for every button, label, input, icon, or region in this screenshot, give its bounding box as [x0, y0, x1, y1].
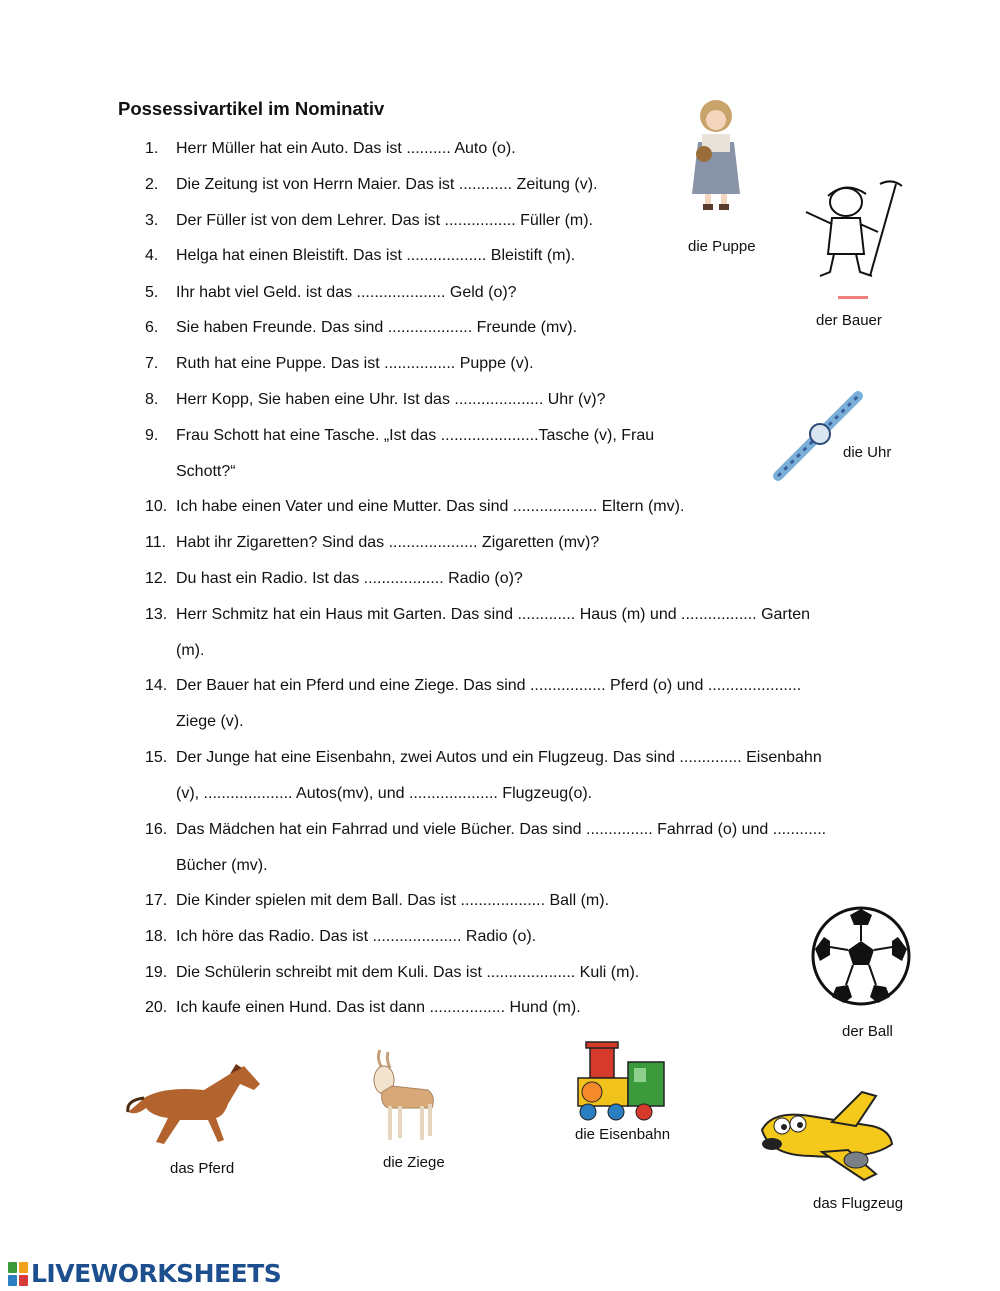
exercise-item: [145, 140, 516, 158]
exercise-number: 18.: [145, 928, 168, 945]
exercise-text: Ich kaufe einen Hund. Das ist dann ................. Hund (m).: [176, 999, 581, 1016]
logo-tile: [8, 1275, 17, 1286]
exercise-continuation: (m).: [176, 642, 205, 659]
exercise-item: [145, 821, 826, 839]
exercise-number: 14.: [145, 677, 168, 694]
exercise-number: 3.: [145, 212, 159, 229]
caption-eisenbahn: die Eisenbahn: [575, 1126, 671, 1143]
football-image: [810, 905, 912, 1007]
exercise-item: [145, 247, 575, 265]
exercise-text: Herr Müller hat ein Auto. Das ist .......... Auto (o).: [176, 140, 516, 157]
exercise-number: 5.: [145, 284, 159, 301]
exercise-number: 2.: [145, 176, 159, 193]
exercise-item: [145, 319, 577, 337]
exercise-number: 15.: [145, 749, 168, 766]
farmer-image-mark: [838, 296, 868, 299]
exercise-item: [145, 964, 639, 982]
exercise-item: [145, 606, 810, 624]
exercise-number: 13.: [145, 606, 168, 623]
exercise-item: [145, 391, 606, 409]
exercise-item: [145, 427, 654, 445]
exercise-text: Der Bauer hat ein Pferd und eine Ziege. Das sind ................. Pferd (o) und .....................: [176, 677, 802, 694]
farmer-image: [800, 176, 906, 282]
exercise-continuation: (v), .................... Autos(mv), und .................... Flugzeug(o).: [176, 785, 593, 802]
exercise-item: [145, 892, 609, 910]
exercise-text: Der Junge hat eine Eisenbahn, zwei Autos und ein Flugzeug. Das sind .............. Eisenbahn: [176, 749, 822, 766]
exercise-continuation: Schott?“: [176, 463, 236, 480]
exercise-number: 17.: [145, 892, 168, 909]
exercise-number: 12.: [145, 570, 168, 587]
exercise-text: Frau Schott hat eine Tasche. „Ist das ......................Tasche (v), Frau: [176, 427, 655, 444]
exercise-text: Habt ihr Zigaretten? Sind das .................... Zigaretten (mv)?: [176, 534, 600, 551]
train-image: [570, 1040, 670, 1126]
caption-puppe: die Puppe: [688, 238, 756, 255]
exercise-number: 4.: [145, 247, 159, 264]
exercise-number: 11.: [145, 534, 167, 551]
watch-image: [770, 390, 866, 484]
exercise-number: 1.: [145, 140, 159, 157]
caption-ziege: die Ziege: [383, 1154, 445, 1171]
exercise-continuation: Bücher (mv).: [176, 857, 268, 874]
exercise-text: Ruth hat eine Puppe. Das ist ................ Puppe (v).: [176, 355, 534, 372]
logo-tile: [19, 1275, 28, 1286]
caption-pferd: das Pferd: [170, 1160, 235, 1177]
exercise-text: Das Mädchen hat ein Fahrrad und viele Bücher. Das sind ............... Fahrrad (o) und ............: [176, 821, 827, 838]
exercise-text: Herr Kopp, Sie haben eine Uhr. Ist das .................... Uhr (v)?: [176, 391, 606, 408]
exercise-text: Die Schülerin schreibt mit dem Kuli. Das ist .................... Kuli (m).: [176, 964, 640, 981]
exercise-number: 19.: [145, 964, 168, 981]
exercise-text: Die Zeitung ist von Herrn Maier. Das ist ............ Zeitung (v).: [176, 176, 598, 193]
logo-tile: [8, 1262, 17, 1273]
exercise-number: 20.: [145, 999, 168, 1016]
exercise-number: 6.: [145, 319, 159, 336]
exercise-item: [145, 355, 534, 373]
doll-image: [688, 94, 744, 214]
exercise-number: 16.: [145, 821, 168, 838]
exercise-item: [145, 749, 822, 767]
exercise-number: 9.: [145, 427, 159, 444]
exercise-item: [145, 176, 597, 194]
goat-image: [362, 1046, 442, 1146]
exercise-number: 7.: [145, 355, 159, 372]
logo-tiles-icon: [8, 1262, 28, 1286]
brand-name: LIVEWORKSHEETS: [31, 1259, 282, 1288]
exercise-item: [145, 498, 684, 516]
exercise-item: [145, 928, 536, 946]
caption-ball: der Ball: [842, 1023, 893, 1040]
exercise-text: Du hast ein Radio. Ist das .................. Radio (o)?: [176, 570, 523, 587]
exercise-text: Herr Schmitz hat ein Haus mit Garten. Das sind ............. Haus (m) und ................. Garten: [176, 606, 810, 623]
airplane-image: [752, 1086, 902, 1186]
exercise-text: Helga hat einen Bleistift. Das ist .................. Bleistift (m).: [176, 247, 576, 264]
exercise-number: 10.: [145, 498, 168, 515]
worksheet-title: Possessivartikel im Nominativ: [118, 98, 385, 119]
exercise-text: Ich habe einen Vater und eine Mutter. Das sind ................... Eltern (mv).: [176, 498, 685, 515]
exercise-continuation: Ziege (v).: [176, 713, 244, 730]
exercise-text: Ich höre das Radio. Das ist .................... Radio (o).: [176, 928, 537, 945]
caption-bauer: der Bauer: [816, 312, 882, 329]
exercise-text: Die Kinder spielen mit dem Ball. Das ist ................... Ball (m).: [176, 892, 610, 909]
exercise-item: [145, 212, 593, 230]
exercise-text: Der Füller ist von dem Lehrer. Das ist ................ Füller (m).: [176, 212, 593, 229]
exercise-item: [145, 534, 599, 552]
exercise-item: [145, 570, 523, 588]
caption-uhr: die Uhr: [843, 444, 892, 461]
caption-flugzeug: das Flugzeug: [813, 1195, 904, 1212]
exercise-item: [145, 999, 581, 1017]
exercise-item: [145, 284, 517, 302]
liveworksheets-logo: [8, 1259, 281, 1288]
exercise-number: 8.: [145, 391, 159, 408]
exercise-item: [145, 677, 801, 695]
logo-tile: [19, 1262, 28, 1273]
horse-image: [124, 1060, 264, 1156]
exercise-text: Ihr habt viel Geld. ist das .................... Geld (o)?: [176, 284, 517, 301]
exercise-text: Sie haben Freunde. Das sind ................... Freunde (mv).: [176, 319, 578, 336]
